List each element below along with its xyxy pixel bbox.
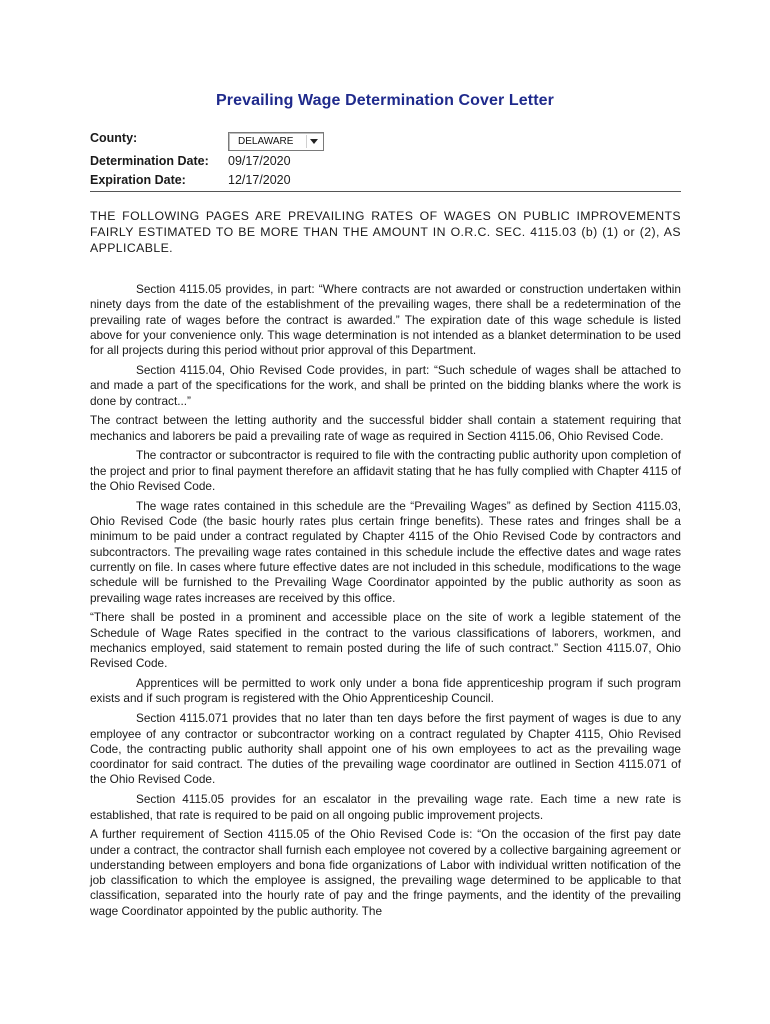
determination-date-value: 09/17/2020	[228, 154, 291, 168]
intro-statement: THE FOLLOWING PAGES ARE PREVAILING RATES OF WAGES ON PUBLIC IMPROVEMENTS FAIRLY ESTIMATED TO BE MORE THAN THE AMOUNT IN O.R.C. SEC. 4115.03 (b) (1) or (2), AS APPLICABLE.	[90, 209, 681, 255]
paragraph: Section 4115.05 provides, in part: “Where contracts are not awarded or construction undertaken within ninety days from the date of the establishment of the prevailing wages, there shall be a redetermination of the prevailing rate of wages before the contract is awarded.” The expiration date of this wage schedule is listed above for your convenience only. This wage determination is not intended as a blanket determination to be used for all projects during this period without prior approval of this Department.	[90, 282, 681, 358]
county-select[interactable]	[228, 132, 324, 151]
determination-date-label: Determination Date:	[90, 154, 209, 168]
expiration-date-value: 12/17/2020	[228, 173, 291, 187]
county-label: County:	[90, 131, 138, 145]
paragraph: Section 4115.05 provides for an escalator in the prevailing wage rate. Each time a new rate is established, that rate is required to be paid on all ongoing public improvement projects.	[90, 792, 681, 822]
letter-body	[90, 282, 681, 924]
paragraph: Section 4115.04, Ohio Revised Code provides, in part: “Such schedule of wages shall be attached to and made a part of the specifications for the work, and shall be printed on the bidding blanks where the work is done by contract...”	[90, 362, 681, 408]
chevron-down-icon[interactable]	[306, 135, 321, 148]
paragraph: The contractor or subcontractor is required to file with the contracting public authority upon completion of the project and prior to final payment therefore an affidavit stating that he has fully complied with Chapter 4115 of the Ohio Revised Code.	[90, 448, 681, 494]
paragraph: The wage rates contained in this schedule are the “Prevailing Wages” as defined by Section 4115.03, Ohio Revised Code (the basic hourly rates plus certain fringe benefits). These rates and fringes shall be a minimum to be paid under a contract regulated by Chapter 4115 of the Ohio Revised Code by contractors and subcontractors. The prevailing wage rates contained in this schedule include the effective dates and wage rates currently on file. In cases where future effective dates are not included in this schedule, modifications to the wage schedule will be furnished to the Prevailing Wage Coordinator appointed by the public authority as soon as prevailing wage rates increases are received by this office.	[90, 498, 681, 605]
paragraph: The contract between the letting authority and the successful bidder shall contain a statement requiring that mechanics and laborers be paid a prevailing rate of wage as required in Section 4115.06, Ohio Revised Code.	[90, 413, 681, 443]
page-title: Prevailing Wage Determination Cover Letter	[216, 92, 554, 109]
paragraph: Section 4115.071 provides that no later than ten days before the first payment of wages is due to any employee of any contractor or subcontractor working on a contract regulated by Chapter 4115, Ohio Revised Code, the contracting public authority shall appoint one of his own employees to act as the prevailing wage coordinator for said contract. The duties of the prevailing wage coordinator are outlined in Section 4115.071 of the Ohio Revised Code.	[90, 711, 681, 787]
paragraph: “There shall be posted in a prominent and accessible place on the site of work a legible statement of the Schedule of Wage Rates specified in the contract to the various classifications of laborers, workmen, and mechanics employed, said statement to remain posted during the life of such contract.” Section 4115.07, Ohio Revised Code.	[90, 610, 681, 671]
county-select-value: DELAWARE	[238, 136, 294, 147]
paragraph: A further requirement of Section 4115.05 of the Ohio Revised Code is: “On the occasion of the first pay date under a contract, the contractor shall furnish each employee not covered by a collective bargaining agreement or understanding between employers and bona fide organizations of Labor with individual written notification of the job classification to which the employee is assigned, the prevailing wage determined to be applicable to that classification, separated into the hourly rate of pay and the fringe payments, and the identity of the prevailing wage Coordinator appointed by the public authority. The	[90, 827, 681, 918]
header-divider	[90, 191, 681, 192]
expiration-date-label: Expiration Date:	[90, 173, 186, 187]
paragraph: Apprentices will be permitted to work only under a bona fide apprenticeship program if such program exists and if such program is registered with the Ohio Apprenticeship Council.	[90, 676, 681, 706]
